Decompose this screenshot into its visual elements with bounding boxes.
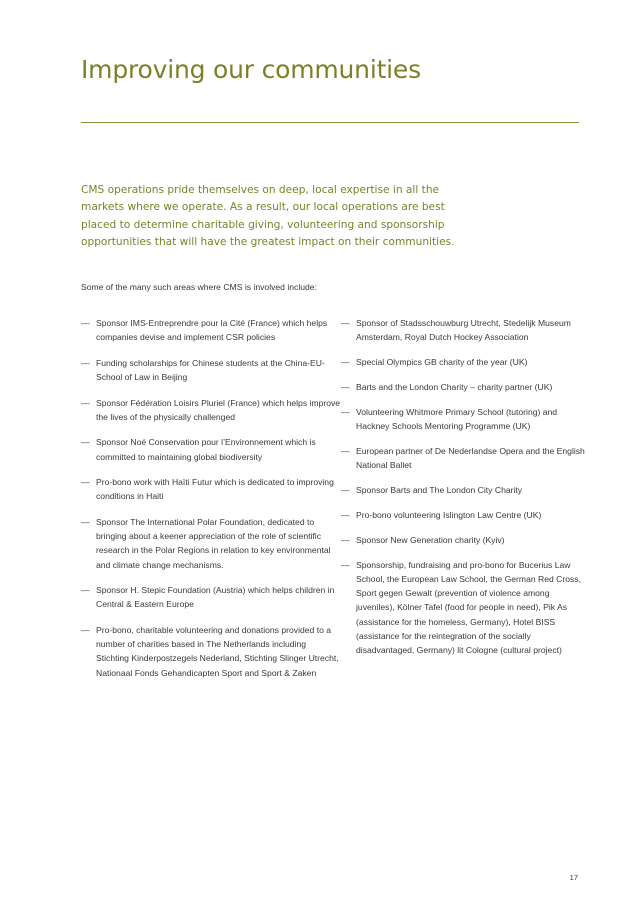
list-item-text: Special Olympics GB charity of the year (UK) [356,357,528,368]
list-item-text: Sponsor of Stadsschouwburg Utrecht, Stedelijk Museum Amsterdam, Royal Dutch Hockey Association [356,318,571,343]
dash-bullet: — [341,534,350,545]
page-title: Improving our communities [81,55,421,84]
list-item-text: Volunteering Whitmore Primary School (tutoring) and Hackney Schools Mentoring Programme (UK) [356,406,558,432]
list-item-text: Pro-bono, charitable volunteering and donations provided to a number of charities based in The Netherlands including Stichting Kinderpostzegels Nederland, Stichting Slinger Utrecht, Nationaal Fonds Gehandicapten Sport and Sport & Zaken [96,624,339,678]
list-item-text: Pro-bono volunteering Islington Law Centre (UK) [356,509,542,520]
list-item [341,483,586,497]
list-item-text: Funding scholarships for Chinese students at the China-EU-School of Law in Beijing [96,357,325,382]
dash-bullet: — [341,485,350,496]
dash-bullet: — [341,357,350,368]
dash-bullet: — [341,381,350,392]
intro-paragraph: CMS operations pride themselves on deep, local expertise in all the markets where we operate. As a result, our local operations are best placed to determine charitable giving, volunteering and sponsorship opportunities that will have the greatest impact on their communities. [81,184,455,249]
list-item [81,475,341,503]
list-item [81,583,341,611]
list-item-text: Pro-bono work with Haïti Futur which is dedicated to improving conditions in Haiti [96,477,334,502]
dash-bullet: — [341,509,350,520]
list-item [81,316,341,344]
list-item [341,533,586,547]
lead-sentence: Some of the many such areas where CMS is involved include: [81,282,317,292]
list-item-text: Sponsor Noé Conservation pour l’Environnement which is committed to maintaining global biodiversity [96,437,316,462]
dash-bullet: — [341,406,350,417]
page-number: 17 [569,873,578,882]
list-item [341,558,586,657]
list-item-text: Sponsor The International Polar Foundation, dedicated to bringing about a keener appreciation of the role of scientific research in the Polar Regions in relation to key environmental and climate change mechanisms. [96,516,331,570]
list-item [341,355,586,369]
list-item-text: Sponsor IMS-Entreprendre pour la Cité (France) which helps companies devise and implement CSR policies [96,318,328,343]
list-item-text: Sponsor Fédération Loisirs Pluriel (France) which helps improve the lives of the physically challenged [96,397,341,422]
list-item [341,405,586,433]
list-item [81,356,341,384]
dash-bullet: — [81,437,90,448]
dash-bullet: — [341,318,350,328]
list-item [341,444,586,472]
list-item [81,515,341,572]
list-item [81,623,341,680]
dash-bullet: — [341,559,350,570]
list-item [341,508,586,522]
list-item-text: Barts and the London Charity – charity partner (UK) [356,381,553,392]
dash-bullet: — [81,357,90,368]
list-item [341,316,586,344]
right-column-list [341,316,586,668]
title-divider [81,122,579,123]
dash-bullet: — [81,585,90,596]
list-item [341,380,586,394]
dash-bullet: — [81,624,90,635]
left-column-list [81,316,341,691]
list-item-text: Sponsorship, fundraising and pro-bono for Bucerius Law School, the European Law School, the German Red Cross, Sport gegen Gewalt (prevention of violence among juveniles), Kölner Tafel (food for people in need), Pik As (assistance for the homeless, Germany), Hotel BISS (assistance for the reintegration of the socially disadvantaged, Germany) lit Cologne (cultural project) [356,559,581,655]
list-item [81,396,341,424]
list-item-text: Sponsor H. Stepic Foundation (Austria) which helps children in Central & Eastern Europe [96,585,335,610]
list-item-text: Sponsor Barts and The London City Charity [356,485,523,496]
list-item-text: Sponsor New Generation charity (Kyiv) [356,534,505,545]
dash-bullet: — [81,397,90,408]
dash-bullet: — [81,477,90,488]
dash-bullet: — [81,516,90,527]
dash-bullet: — [81,318,90,328]
list-item [81,435,341,463]
dash-bullet: — [341,445,350,456]
list-item-text: European partner of De Nederlandse Opera and the English National Ballet [356,445,585,471]
